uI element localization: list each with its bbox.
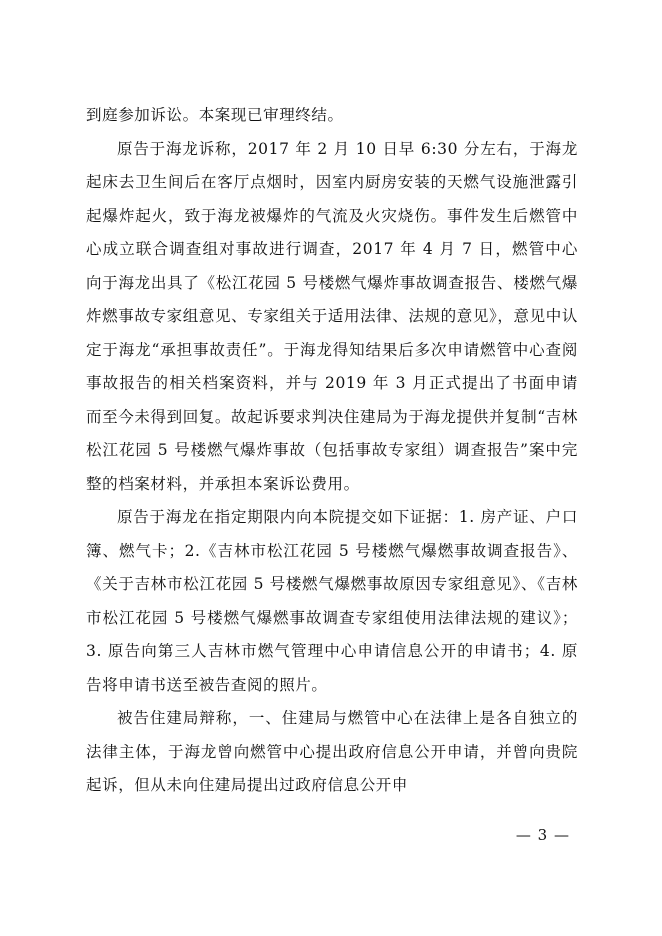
paragraph-plaintiff-evidence: 原告于海龙在指定期限内向本院提交如下证据：1. 房产证、户口簿、燃气卡；2.《吉林市松江花园 5 号楼燃气爆燃事故调查报告》、《关于吉林市松江花园 5 号楼燃气爆燃事故原因专家组意见》、《吉林市松江花园 5 号楼燃气爆燃事故调查专家组使用法律法规的建议》；3. 原告向第三人吉林市燃气管理中心申请信息公开的申请书；4. 原告将申请书送至被告查阅的照片。 (86, 508, 578, 694)
paragraph-plaintiff-claim: 原告于海龙诉称，2017 年 2 月 10 日早 6:30 分左右，于海龙起床去卫生间后在客厅点烟时，因室内厨房安装的天燃气设施泄露引起爆炸起火，致于海龙被爆炸的气流及火灾烧伤。事件发生后燃管中心成立联合调查组对事故进行调查，2017 年 4 月 7 日，燃管中心向于海龙出具了《松江花园 5 号楼燃气爆炸事故调查报告、楼燃气爆炸燃事故专家组意见、专家组关于适用法律、法规的意见》，意见中认定于海龙“承担事故责任”。于海龙得知结果后多次申请燃管中心查阅事故报告的相关档案资料，并与 2019 年 3 月正式提出了书面申请而至今未得到回复。故起诉要求判决住建局为于海龙提供并复制“吉林松江花园 5 号楼燃气爆炸事故（包括事故专家组）调查报告”案中完整的档案材料，并承担本案诉讼费用。 (86, 139, 578, 493)
paragraph-continuation: 到庭参加诉讼。本案现已审理终结。 (86, 106, 344, 124)
paragraph-defendant-defense: 被告住建局辩称，一、住建局与燃管中心在法律上是各自独立的法律主体，于海龙曾向燃管中心提出政府信息公开申请，并曾向贵院起诉，但从未向住建局提出过政府信息公开申 (86, 709, 578, 794)
page-number: — 3 — (515, 826, 570, 844)
document-body (86, 99, 578, 803)
